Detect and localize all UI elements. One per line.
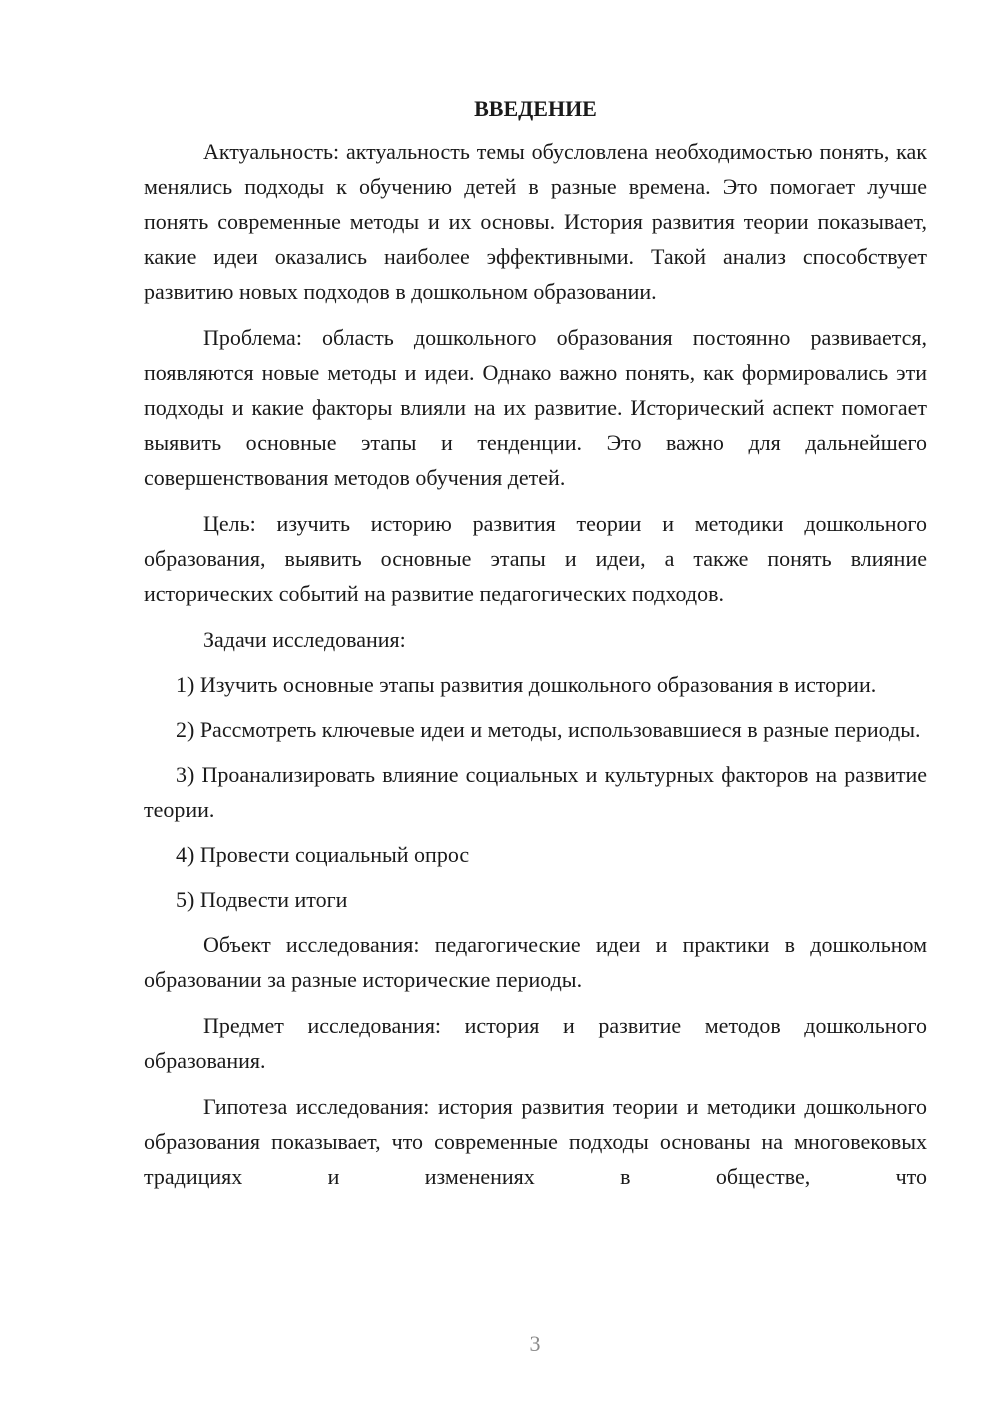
page-number: 3 <box>529 1331 541 1356</box>
paragraph-hypothesis: Гипотеза исследования: история развития теории и методики дошкольного образования показывает, что современные подходы основаны на многовековых традициях и изменениях в обществе, что <box>144 1094 927 1189</box>
task-item-1: 1) Изучить основные этапы развития дошкольного образования в истории. <box>176 672 877 697</box>
page-title: ВВЕДЕНИЕ <box>474 96 597 121</box>
task-item-4: 4) Провести социальный опрос <box>176 842 470 867</box>
task-item-3: 3) Проанализировать влияние социальных и культурных факторов на развитие теории. <box>144 762 927 822</box>
paragraph-subject: Предмет исследования: история и развитие методов дошкольного образования. <box>144 1013 927 1073</box>
task-item-2: 2) Рассмотреть ключевые идеи и методы, использовавшиеся в разные периоды. <box>176 717 921 742</box>
paragraph-goal: Цель: изучить историю развития теории и методики дошкольного образования, выявить основные этапы и идеи, а также понять влияние исторических событий на развитие педагогических подходов. <box>144 511 927 606</box>
paragraph-relevance: Актуальность: актуальность темы обусловлена необходимостью понять, как менялись подходы к обучению детей в разные времена. Это помогает лучше понять современные методы и их основы. История развития теории показывает, какие идеи оказались наиболее эффективными. Такой анализ способствует развитию новых подходов в дошкольном образовании. <box>144 139 927 304</box>
paragraph-object: Объект исследования: педагогические идеи и практики в дошкольном образовании за разные исторические периоды. <box>144 932 927 992</box>
tasks-heading: Задачи исследования: <box>203 627 406 652</box>
paragraph-problem: Проблема: область дошкольного образования постоянно развивается, появляются новые методы и идеи. Однако важно понять, как формировались эти подходы и какие факторы влияли на их развитие. Исторический аспект помогает выявить основные этапы и тенденции. Это важно для дальнейшего совершенствования методов обучения детей. <box>144 325 927 490</box>
page-content <box>144 92 927 1194</box>
task-item-5: 5) Подвести итоги <box>176 887 348 912</box>
